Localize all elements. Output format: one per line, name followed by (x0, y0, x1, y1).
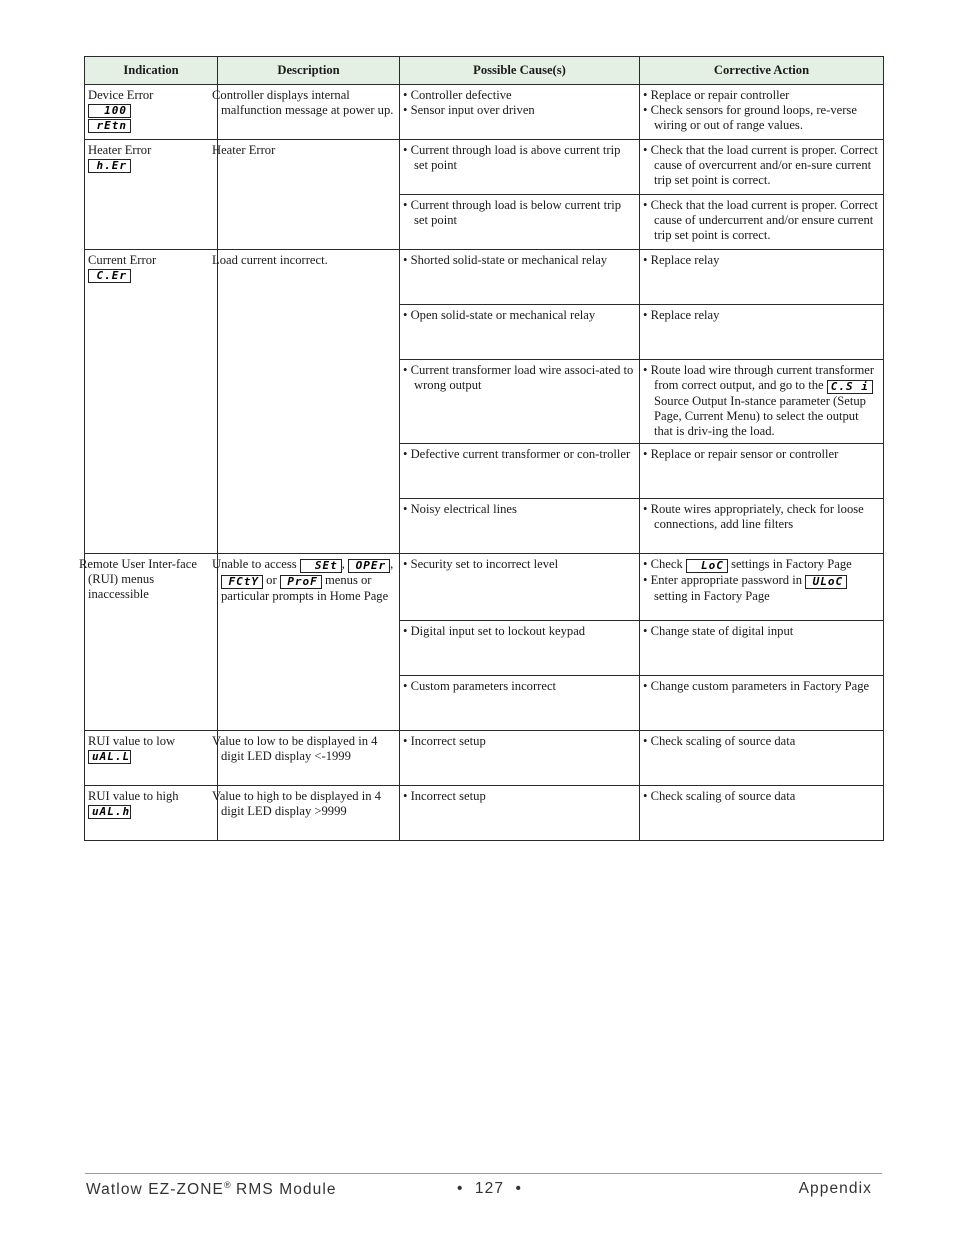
cause-cell: • Defective current transformer or con-troller (400, 444, 640, 499)
footer-page-number: • 127 • (457, 1180, 523, 1197)
lcd-code: rEtn (88, 119, 131, 133)
cause-cell (400, 85, 640, 140)
description-cell: Value to high to be displayed in 4 digit LED display >9999 (218, 786, 400, 841)
description-cell: Value to low to be displayed in 4 digit LED display <-1999 (218, 731, 400, 786)
description-cell: Unable to access SEt , OPEr , FCtY or ProF menus or particular prompts in Home Page (218, 554, 400, 731)
table-row (85, 140, 884, 195)
action-cell: • Check that the load current is proper. Correct cause of undercurrent and/or ensure current trip set point is correct. (640, 195, 884, 250)
cause-bullet: • Controller defective (403, 88, 512, 102)
cause-cell: • Shorted solid-state or mechanical relay (400, 250, 640, 305)
description-cell: Load current incorrect. (218, 250, 400, 554)
table-row (85, 554, 884, 621)
cause-cell: • Current through load is below current trip set point (400, 195, 640, 250)
action-cell: • Replace relay (640, 305, 884, 360)
action-bullet: • Check sensors for ground loops, re-verse wiring or out of range values. (643, 103, 857, 132)
footer-divider (85, 1173, 882, 1174)
indication-text: RUI value to high (88, 789, 179, 803)
cause-cell: • Current through load is above current trip set point (400, 140, 640, 195)
lcd-code: h.Er (88, 159, 131, 173)
action-cell: • Check that the load current is proper. Correct cause of overcurrent and/or en-sure current trip set point is correct. (640, 140, 884, 195)
table-row (85, 85, 884, 140)
cause-cell: • Current transformer load wire associ-ated to wrong output (400, 360, 640, 444)
cause-cell: • Open solid-state or mechanical relay (400, 305, 640, 360)
table-row (85, 786, 884, 841)
lcd-code: SEt (300, 559, 342, 573)
lcd-code: uAL.L (88, 750, 131, 764)
indication-text: Current Error (88, 253, 157, 267)
cause-cell: • Incorrect setup (400, 731, 640, 786)
lcd-code: OPEr (348, 559, 390, 573)
indication-cell (85, 731, 218, 786)
troubleshooting-table (79, 56, 884, 841)
lcd-code: ProF (280, 575, 322, 589)
indication-cell (85, 250, 218, 554)
header-description: Description (218, 57, 400, 85)
action-bullet: • Replace or repair controller (643, 88, 790, 102)
lcd-code: uAL.h (88, 805, 131, 819)
cause-cell: • Custom parameters incorrect (400, 676, 640, 731)
header-possible-causes: Possible Cause(s) (400, 57, 640, 85)
lcd-code: 100 (88, 104, 131, 118)
action-cell: • Check scaling of source data (640, 786, 884, 841)
lcd-code: C.Er (88, 269, 131, 283)
header-indication: Indication (85, 57, 218, 85)
cause-cell: • Noisy electrical lines (400, 499, 640, 554)
indication-cell: Remote User Inter-face (RUI) menus inaccessible (85, 554, 218, 731)
lcd-code: ULoC (805, 575, 847, 589)
action-cell: • Check LoC settings in Factory Page • Enter appropriate password in ULoC setting in Factory Page (640, 554, 884, 621)
action-cell: • Replace relay (640, 250, 884, 305)
footer-section-name: Appendix (798, 1180, 872, 1197)
table-row (85, 250, 884, 305)
indication-text: RUI value to low (88, 734, 176, 748)
description-cell: Heater Error (218, 140, 400, 250)
action-cell: • Route wires appropriately, check for loose connections, add line filters (640, 499, 884, 554)
cause-cell: • Security set to incorrect level (400, 554, 640, 621)
footer-product-name: Watlow EZ-ZONE® RMS Module (86, 1180, 337, 1199)
action-cell: • Change state of digital input (640, 621, 884, 676)
lcd-code: LoC (686, 559, 728, 573)
indication-text: Device Error (88, 88, 154, 102)
cause-bullet: • Sensor input over driven (403, 103, 535, 117)
cause-cell: • Digital input set to lockout keypad (400, 621, 640, 676)
indication-text: Heater Error (88, 143, 152, 157)
action-cell (640, 85, 884, 140)
action-cell: • Route load wire through current transformer from correct output, and go to the C.S i Source Output In-stance parameter (Setup Page, Current Menu) to select the output that is driv-ing the load. (640, 360, 884, 444)
action-cell: • Replace or repair sensor or controller (640, 444, 884, 499)
action-cell: • Change custom parameters in Factory Page (640, 676, 884, 731)
lcd-code: C.S i (827, 380, 873, 394)
action-cell: • Check scaling of source data (640, 731, 884, 786)
cause-cell: • Incorrect setup (400, 786, 640, 841)
table-row (85, 731, 884, 786)
header-corrective-action: Corrective Action (640, 57, 884, 85)
indication-cell (85, 85, 218, 140)
indication-cell (85, 140, 218, 250)
table-header-row (85, 57, 884, 85)
description-cell: Controller displays internal malfunction message at power up. (218, 85, 400, 140)
lcd-code: FCtY (221, 575, 263, 589)
indication-cell (85, 786, 218, 841)
